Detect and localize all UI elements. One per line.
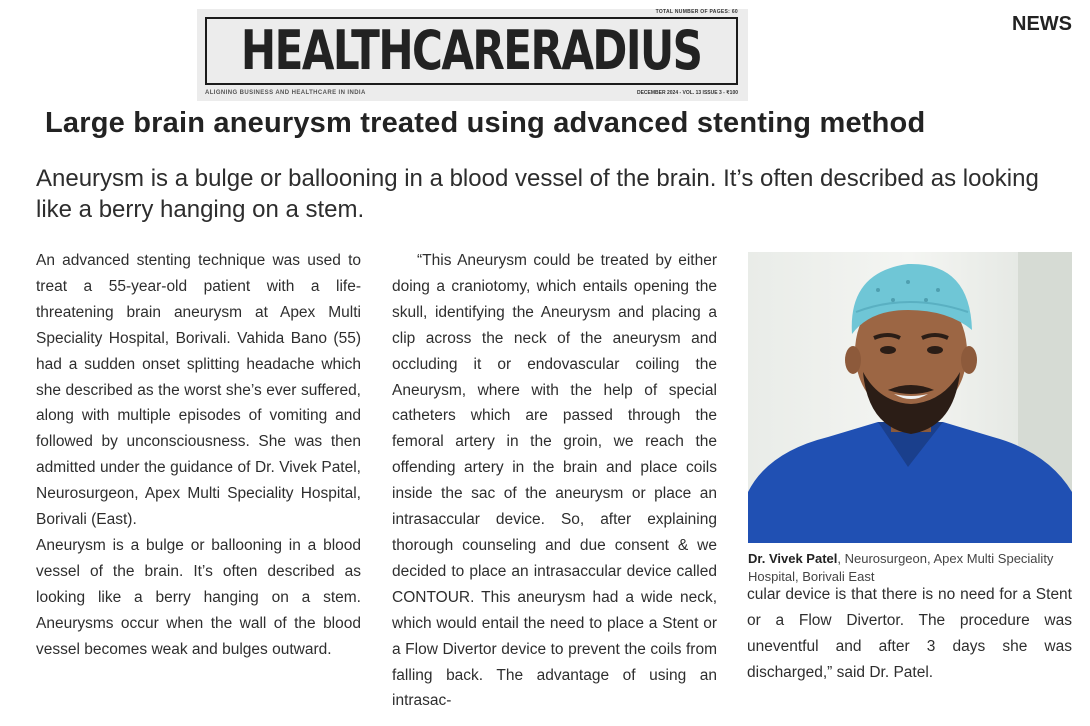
column-3-paragraph-1: cular device is that there is no need for a Stent or a Flow Divertor. The procedure was uneventful and after 3 days she was discharged,” said Dr. Patel. <box>747 586 1072 681</box>
column-1-paragraph-2: Aneurysm is a bulge or ballooning in a blood vessel of the brain. It’s often described as looking like a berry hanging on a stem. Aneurysms occur when the wall of the blood vessel becomes weak and bulges outward. <box>36 536 361 658</box>
article-column-2 <box>392 248 717 714</box>
masthead-logo <box>205 17 738 85</box>
photo-caption <box>748 550 1068 585</box>
masthead-tagline: ALIGNING BUSINESS AND HEALTHCARE IN INDIA <box>205 90 366 96</box>
article-deck: Aneurysm is a bulge or ballooning in a blood vessel of the brain. It’s often described as looking like a berry hanging on a stem. <box>36 165 1039 223</box>
masthead-issue: DECEMBER 2024 - VOL. 13 ISSUE 3 - ₹100 <box>636 90 738 96</box>
masthead <box>197 9 748 101</box>
article-column-3 <box>747 582 1072 686</box>
masthead-title: HEALTHCARERADIUS <box>241 19 702 82</box>
section-label: NEWS <box>1012 13 1072 35</box>
column-2-paragraph-1: “This Aneurysm could be treated by either doing a craniotomy, which entails opening the skull, identifying the Aneurysm and placing a clip across the neck of the aneurysm and occluding it or endovascular coiling the Aneurysm, where with the help of special catheters which are passed through the femoral artery in the groin, we reach the offending artery in the brain and place coils inside the sac of the aneurysm or place an intrasaccular device. So, after explaining thorough counseling and due consent & we decided to place an intrasaccular device called CONTOUR. This aneurysm had a wide neck, which would entail the need to place a Stent or a Flow Divertor device to prevent the coils from falling back. The advantage of using an intrasac- <box>392 252 717 710</box>
caption-text: , Neurosurgeon, Apex Multi Speciality Hospital, Borivali East <box>748 551 1054 584</box>
doctor-photo <box>748 252 1072 543</box>
article-column-1 <box>36 248 361 663</box>
masthead-pages-note: TOTAL NUMBER OF PAGES: 60 <box>655 9 738 15</box>
column-1-paragraph-1: An advanced stenting technique was used to treat a 55-year-old patient with a life-threatening brain aneurysm at Apex Multi Speciality Hospital, Borivali. Vahida Bano (55) had a sudden onset splitting headache which she described as the worst she’s ever suffered, along with multiple episodes of vomiting and followed by unconsciousness. She was then admitted under the guidance of Dr. Vivek Patel, Neurosurgeon, Apex Multi Speciality Hospital, Borivali (East). <box>36 252 361 529</box>
caption-name: Dr. Vivek Patel <box>748 551 838 566</box>
article-headline: Large brain aneurysm treated using advanced stenting method <box>45 107 926 139</box>
